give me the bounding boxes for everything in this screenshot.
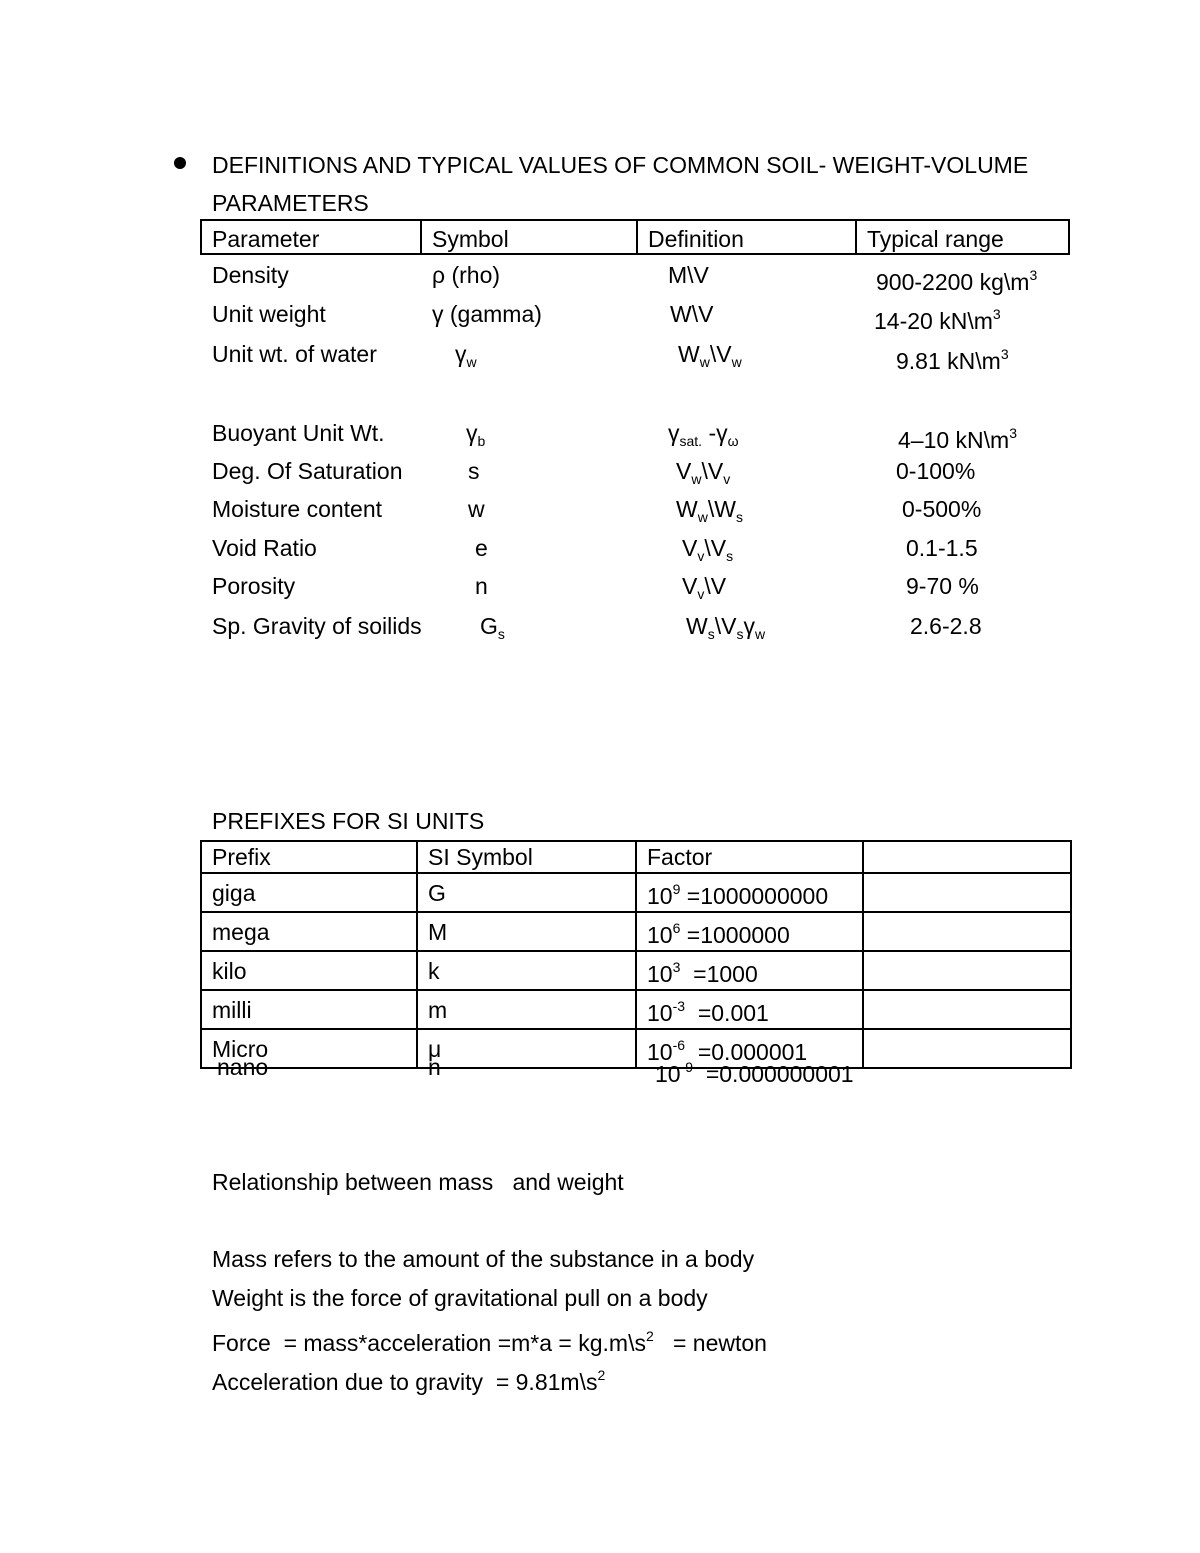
param-range: 0.1-1.5 (906, 535, 978, 561)
empty-cell (863, 873, 1071, 912)
param-symbol: e (475, 535, 488, 561)
prefix-table (200, 840, 1072, 1069)
header-symbol: Symbol (422, 221, 638, 253)
param-symbol: γ (gamma) (432, 301, 542, 327)
prefix-cell: giga (201, 873, 417, 912)
param-symbol: n (475, 573, 488, 599)
factor-cell: $10^{-3} =0.001$ (636, 990, 863, 1029)
header-empty (863, 841, 1071, 873)
param-definition: $V_v\backslash V_s$ (682, 535, 734, 564)
param-name: Buoyant Unit Wt. (212, 420, 385, 446)
prefix-cell: milli (201, 990, 417, 1029)
symbol-cell: μ (417, 1029, 636, 1068)
header-typical-range: Typical range (867, 226, 1004, 252)
param-name: Void Ratio (212, 535, 317, 561)
param-definition: $V_w\backslash V_v$ (676, 458, 731, 487)
factor-cell: $10^{-6} =0.000001$ (636, 1029, 863, 1068)
prefix-title: PREFIXES FOR SI UNITS (212, 808, 485, 834)
factor-cell: $10^3 =1000$ (636, 951, 863, 990)
bullet-icon (174, 157, 186, 169)
param-symbol: $\gamma_b$ (466, 420, 486, 449)
prefix-cell: Micro (201, 1029, 417, 1068)
symbol-cell: m (417, 990, 636, 1029)
param-definition: $W_s\backslash V_s\gamma_w$ (686, 613, 766, 642)
param-name: Porosity (212, 573, 296, 599)
header-parameter: Parameter (202, 221, 422, 253)
symbol-cell: G (417, 873, 636, 912)
prefix-cell-nano: nano (217, 1054, 269, 1080)
empty-cell (863, 912, 1071, 951)
prefix-cell: mega (201, 912, 417, 951)
relationship-title: Relationship between mass and weight (212, 1169, 624, 1195)
params-table-header (200, 219, 1070, 255)
param-name: Sp. Gravity of soilids (212, 613, 422, 639)
symbol-cell: k (417, 951, 636, 990)
param-name: Unit wt. of water (212, 341, 377, 367)
section-heading: DEFINITIONS AND TYPICAL VALUES OF COMMON SOIL- WEIGHT-VOLUME PARAMETERS (212, 152, 1029, 216)
table-row (201, 990, 1071, 1029)
param-range: 4–10 $kN\backslash m^3$ (898, 425, 1018, 453)
table-row (201, 951, 1071, 990)
header-prefix: Prefix (201, 841, 417, 873)
param-name: Density (212, 262, 289, 288)
table-row (201, 1029, 1071, 1068)
force-formula: Force = mass*acceleration $=m*a = kg.m\backslash s^2$ = newton (212, 1328, 767, 1356)
param-range: 0-500% (902, 496, 982, 522)
factor-cell-nano: $10^{-9} =0.000000001$ (655, 1059, 854, 1087)
param-definition: W\V (670, 301, 714, 327)
param-definition: $W_w\backslash W_s$ (676, 496, 743, 525)
empty-cell (863, 1029, 1071, 1068)
param-range: 14-20 $kN\backslash m^3$ (874, 306, 1001, 334)
param-range: 2.6-2.8 (910, 613, 982, 639)
param-definition: $W_w\backslash V_w$ (678, 341, 742, 370)
prefix-cell: kilo (201, 951, 417, 990)
mass-definition: Mass refers to the amount of the substance in a body (212, 1246, 755, 1272)
prefix-table-header (201, 841, 1071, 873)
param-range: 9-70 % (906, 573, 979, 599)
param-range: 0-100% (896, 458, 976, 484)
gravity-formula: Acceleration due to gravity = $9.81m\backslash s^2$ (212, 1367, 606, 1395)
param-name: Unit weight (212, 301, 326, 327)
table-row (201, 912, 1071, 951)
header-si-symbol: SI Symbol (417, 841, 636, 873)
param-range: 9.81 $kN\backslash m^3$ (896, 346, 1009, 374)
factor-cell: $10^9 =1000000000$ (636, 873, 863, 912)
empty-cell (863, 990, 1071, 1029)
param-symbol: $\gamma_w$ (455, 341, 477, 370)
factor-cell: $10^6 =1000000$ (636, 912, 863, 951)
weight-definition: Weight is the force of gravitational pull on a body (212, 1285, 708, 1311)
symbol-cell: M (417, 912, 636, 951)
header-definition: Definition (638, 221, 857, 253)
param-symbol: w (468, 496, 485, 522)
param-symbol: s (468, 458, 480, 484)
empty-cell (863, 951, 1071, 990)
param-definition: $V_v\backslash V$ (682, 573, 727, 602)
param-definition: M\V (668, 262, 709, 288)
symbol-cell-nano: n (428, 1054, 441, 1080)
header-factor: Factor (636, 841, 863, 873)
param-symbol: ρ (rho) (432, 262, 501, 288)
param-range: 900-2200 $kg\backslash m^3$ (876, 267, 1038, 295)
param-definition: $\gamma_{sat.}$ $-\gamma_\omega$ (668, 420, 739, 449)
param-name: Deg. Of Saturation (212, 458, 403, 484)
table-row (201, 873, 1071, 912)
param-symbol: $G_s$ (480, 613, 505, 642)
param-name: Moisture content (212, 496, 383, 522)
